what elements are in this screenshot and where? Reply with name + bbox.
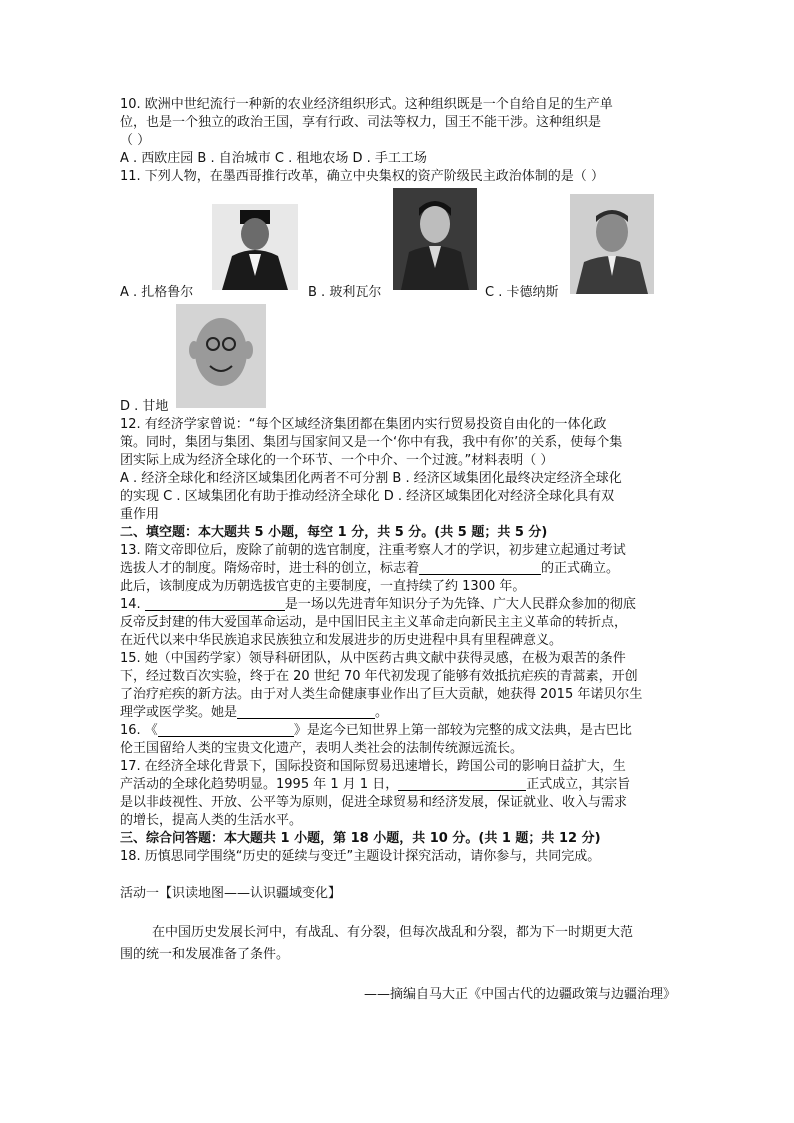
q14-number: 14. [120, 597, 145, 612]
spacer [120, 866, 676, 884]
q15-line1: 15. 她（中国药学家）领导科研团队，从中医药古典文献中获得灵感，在极为艰苦的条件 [120, 651, 626, 666]
q16-line1-text: 》是迄今已知世界上第一部较为完整的成文法典，是古巴比 [293, 723, 632, 738]
q18-quote-source: ——摘编自马大正《中国古代的边疆政策与边疆治理》 [363, 987, 676, 1002]
q17-blank[interactable] [398, 776, 526, 791]
q14-line1 [120, 596, 676, 614]
q18-activity-title: 活动一【识读地图——认识疆域变化】 [120, 886, 342, 901]
section-fill-in-heading: 二、填空题：本大题共 5 小题，每空 1 分，共 5 分。(共 5 题；共 5 分) [120, 525, 548, 540]
q11-option-d-row [120, 304, 676, 416]
portrait-zaghloul [212, 204, 298, 290]
q18-quote-line2: 围的统一和发展准备了条件。 [120, 947, 290, 962]
q15-line4-text: 理学或医学奖。她是 [120, 705, 238, 720]
q18-quote-line1: 在中国历史发展长河中，有战乱、有分裂，但每次战乱和分裂，都为下一时期更大范 [152, 925, 634, 940]
q10-line2: 位，也是一个独立的政治王国，享有行政、司法等权力，国王不能干涉。这种组织是 [120, 115, 602, 130]
q11-option-a: A . 扎格鲁尔 [120, 285, 194, 300]
spacer [120, 966, 676, 984]
q11-option-b: B . 玻利瓦尔 [308, 285, 382, 300]
q12-options-line2: 的实现 C . 区域集团化有助于推动经济全球化 D . 经济区域集团化对经济全球化具有双 [120, 489, 615, 504]
exam-page [120, 96, 676, 1006]
q12-options-line1: A . 经济全球化和经济区域集团化两者不可分割 B . 经济区域集团化最终决定经济全球化 [120, 471, 622, 486]
portrait-bolivar [393, 188, 477, 290]
portrait-cardenas [570, 194, 654, 294]
q17-line2-text: 产活动的全球化趋势明显。1995 年 1 月 1 日， [120, 777, 399, 792]
q11-options-row [120, 186, 676, 304]
q10-options: A . 西欧庄园 B . 自治城市 C . 租地农场 D . 手工工场 [120, 151, 427, 166]
spacer [120, 904, 676, 922]
q11-option-d: D . 甘地 [120, 399, 169, 414]
q15-line4 [120, 704, 676, 722]
q16-blank[interactable] [158, 722, 294, 737]
portrait-gandhi [176, 304, 266, 408]
q18-stem: 18. 历慎思同学围绕“历史的延续与变迁”主题设计探究活动，请你参与，共同完成。 [120, 849, 601, 864]
q16-line1 [120, 722, 676, 740]
q13-line2 [120, 560, 676, 578]
q15-line2: 下，经过数百次实验，终于在 20 世纪 70 年代初发现了能够有效抵抗疟疾的青蒿素，开创 [120, 669, 638, 684]
q13-blank[interactable] [419, 560, 541, 575]
q14-line1-text: 是一场以先进青年知识分子为先锋、广大人民群众参加的彻底 [284, 597, 636, 612]
q14-blank[interactable] [145, 596, 285, 611]
q16-line2: 伦王国留给人类的宝贵文化遗产，表明人类社会的法制传统源远流长。 [120, 741, 524, 756]
q13-line1: 13. 隋文帝即位后，废除了前朝的选官制度，注重考察人才的学识，初步建立起通过考试 [120, 543, 626, 558]
q12-line2: 策。同时，集团与集团、集团与国家间又是一个‘你中有我，我中有你’的关系，使每个集 [120, 435, 623, 450]
q12-line1: 12. 有经济学家曾说：“每个区域经济集团都在集团内实行贸易投资自由化的一体化政 [120, 417, 607, 432]
q13-line3: 此后，该制度成为历朝选拔官吏的主要制度，一直持续了约 1300 年。 [120, 579, 526, 594]
q10-line1: 10. 欧洲中世纪流行一种新的农业经济组织形式。这种组织既是一个自给自足的生产单 [120, 97, 613, 112]
q11-option-c: C . 卡德纳斯 [485, 285, 559, 300]
section-essay-heading: 三、综合问答题：本大题共 1 小题，第 18 小题，共 10 分。(共 1 题；共 12 分) [120, 831, 601, 846]
q17-line1: 17. 在经济全球化背景下，国际投资和国际贸易迅速增长，跨国公司的影响日益扩大，生 [120, 759, 626, 774]
q15-line3: 了治疗疟疾的新方法。由于对人类生命健康事业作出了巨大贡献，她获得 2015 年诺贝尔生 [120, 687, 643, 702]
q15-line4-tail: 。 [375, 705, 389, 720]
q13-line2-text: 选拔人才的制度。隋炀帝时，进士科的创立，标志着 [120, 561, 420, 576]
q15-blank[interactable] [237, 704, 375, 719]
q16-number: 16. 《 [120, 723, 158, 738]
q14-line3: 在近代以来中华民族追求民族独立和发展进步的历史进程中具有里程碑意义。 [120, 633, 563, 648]
q17-line2-tail: 正式成立，其宗旨 [526, 777, 631, 792]
q10-answer-bracket: （ ） [120, 133, 151, 148]
q17-line4: 的增长，提高人类的生活水平。 [120, 813, 303, 828]
q11-stem: 11. 下列人物，在墨西哥推行改革，确立中央集权的资产阶级民主政治体制的是（ ） [120, 169, 604, 184]
q13-line2-tail: 的正式确立。 [541, 561, 620, 576]
q17-line3: 是以非歧视性、开放、公平等为原则，促进全球贸易和经济发展，保证就业、收入与需求 [120, 795, 628, 810]
q12-options-line3: 重作用 [120, 507, 160, 522]
q14-line2: 反帝反封建的伟大爱国革命运动，是中国旧民主主义革命走向新民主主义革命的转折点， [120, 615, 628, 630]
q17-line2 [120, 776, 676, 794]
q12-line3: 团实际上成为经济全球化的一个环节、一个中介、一个过渡。”材料表明（ ） [120, 453, 554, 468]
